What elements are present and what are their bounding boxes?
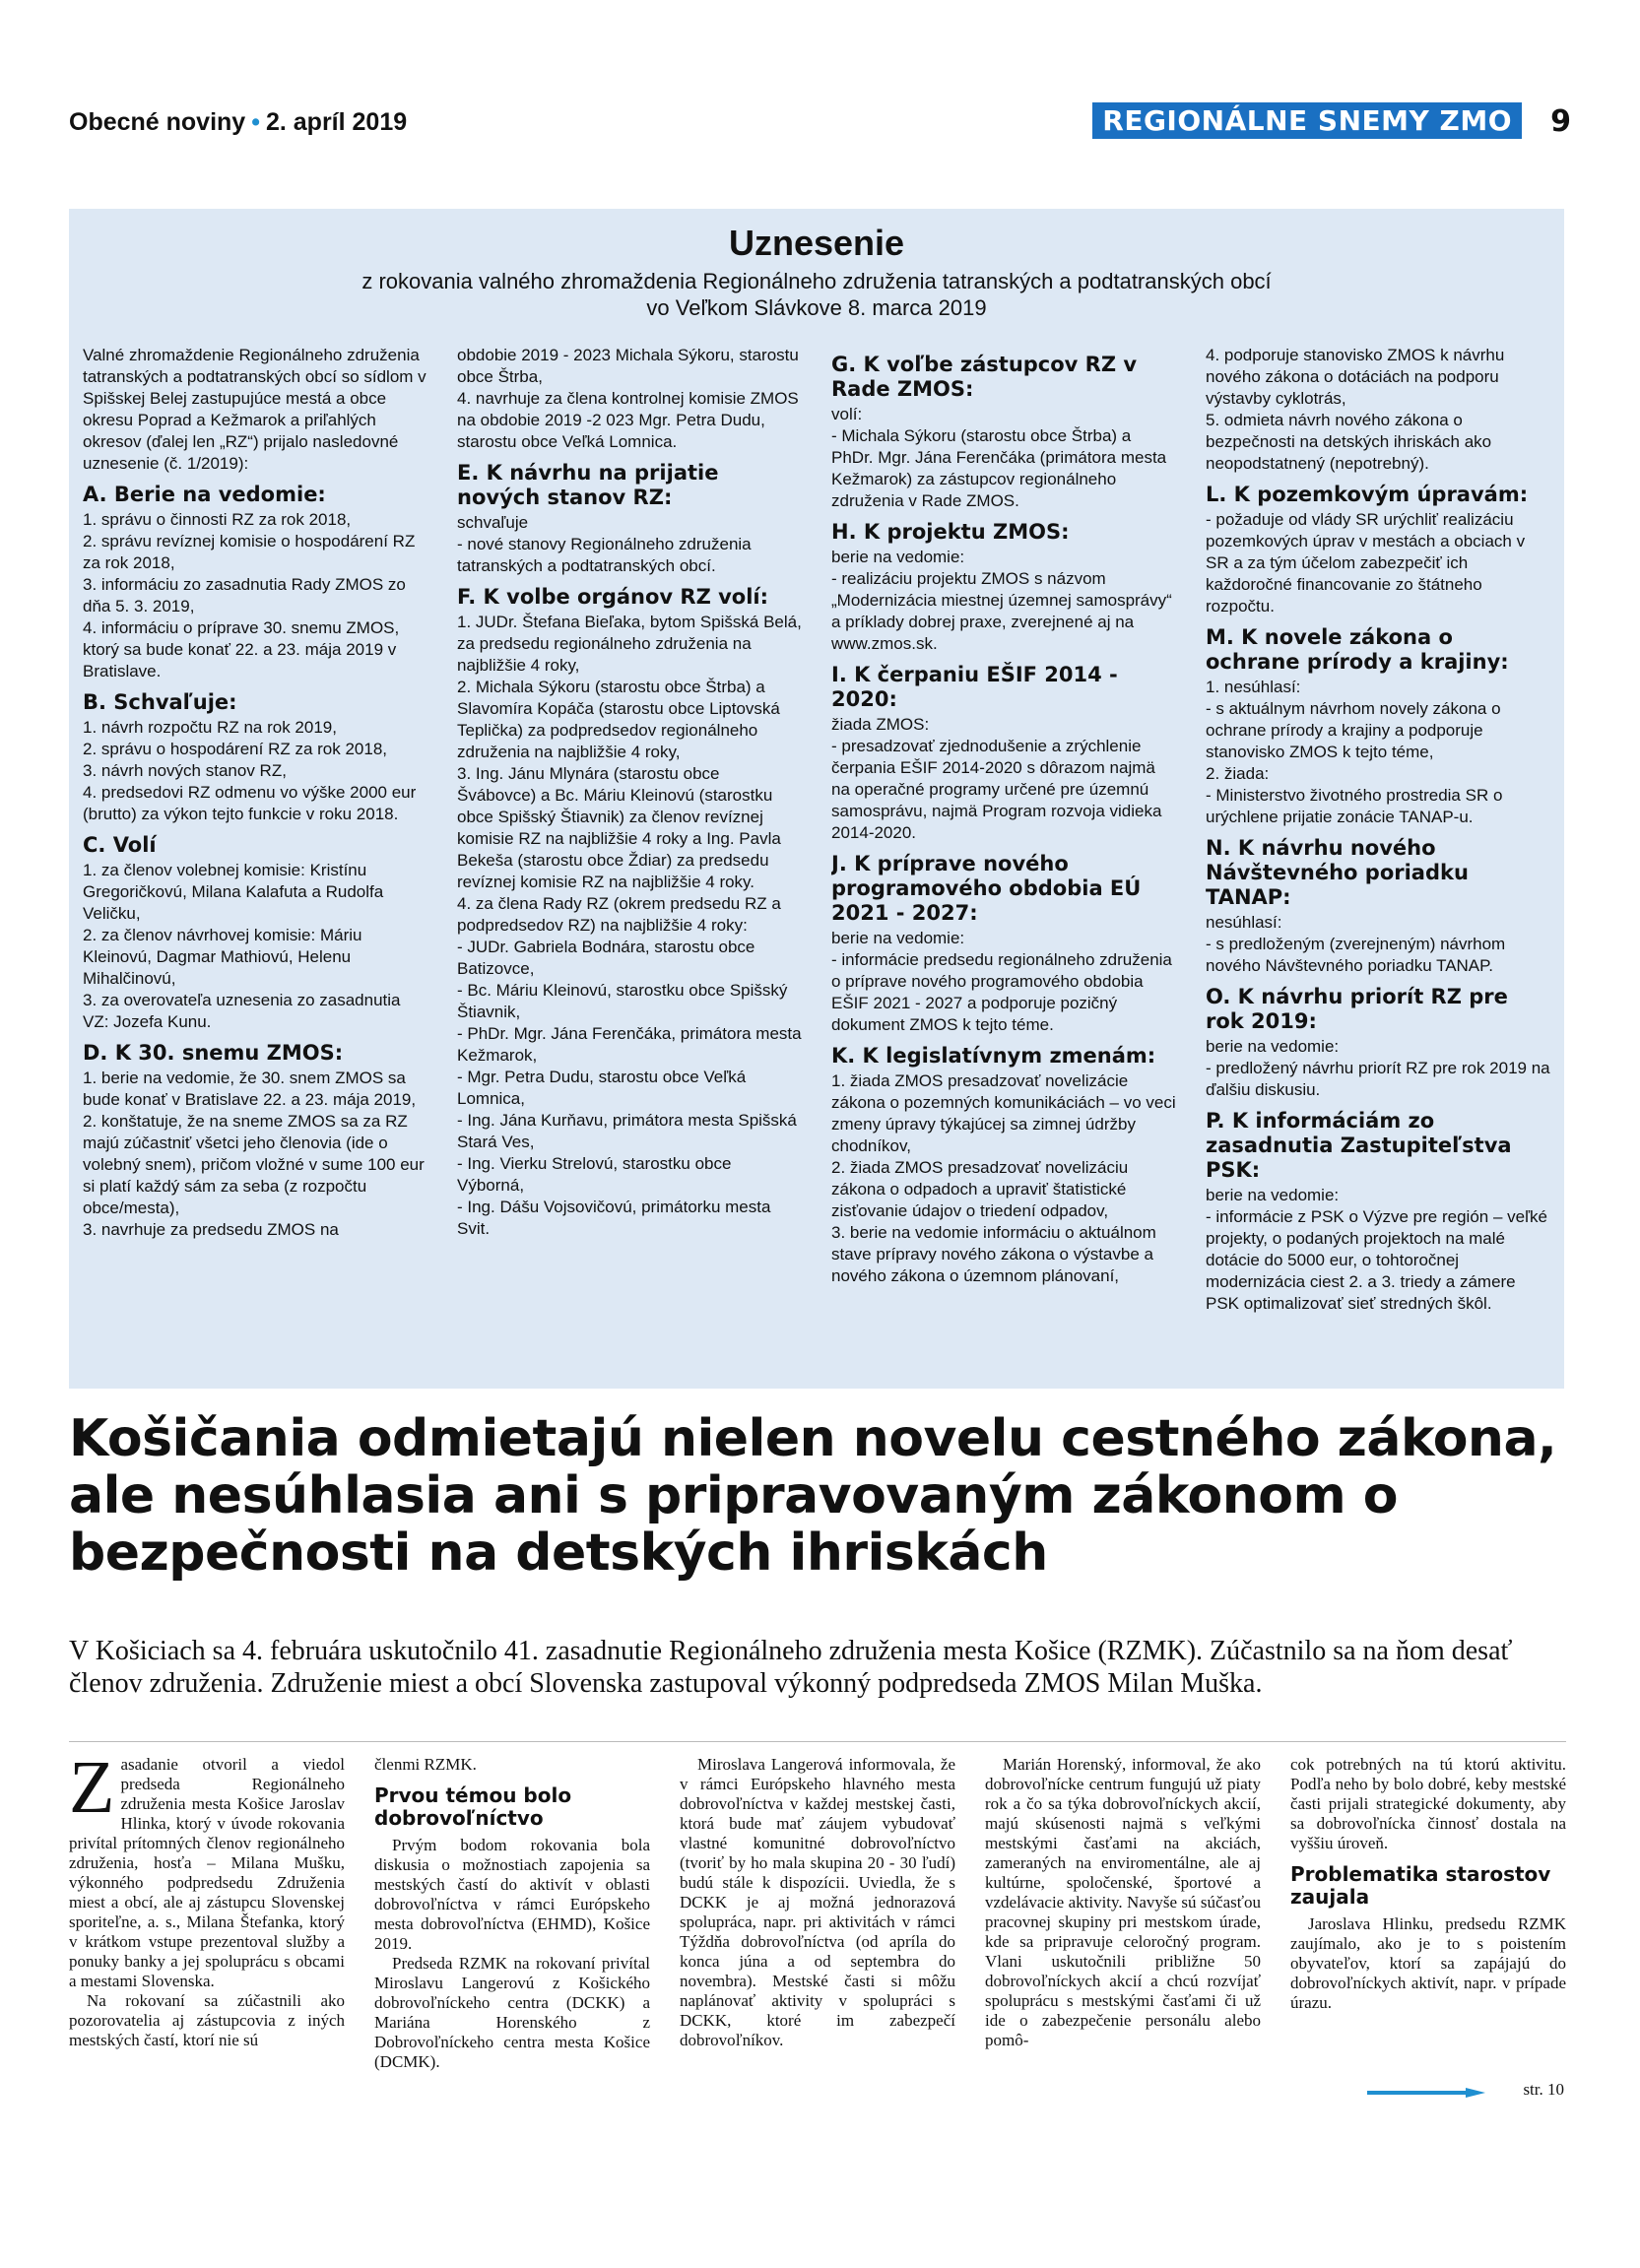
resolution-item: 2. za členov návrhovej komisie: Máriu Kleinovú, Dagmar Mathiovú, Helenu Mihalčinovú, <box>83 926 362 988</box>
resolution-item: 4. informáciu o príprave 30. snemu ZMOS, ktorý sa bude konať 22. a 23. mája 2019 v Bratislave. <box>83 618 400 680</box>
resolution-item: 3. navrhuje za predsedu ZMOS na <box>83 1220 339 1239</box>
publication-name: Obecné noviny <box>69 108 246 136</box>
article-paragraph: Prvým bodom rokovania bola diskusia o možnostiach zapojenia sa mestských častí do aktivít v oblasti dobrovoľníctva v rámci Európskeho mesta dobrovoľníctva (EHMD), Košice 2019. <box>374 1836 650 1953</box>
resolution-item: - predložený návrhu priorít RZ pre rok 2019 na ďalšiu diskusiu. <box>1206 1059 1550 1099</box>
resolution-item: 1. správu o činnosti RZ za rok 2018, <box>83 510 352 529</box>
page-number: 9 <box>1550 104 1571 139</box>
article-paragraph-text: asadanie otvoril a viedol predseda Regionálneho združenia mesta Košice Jaroslav Hlinka, ktorý v úvode rokovania privítal prítomných členov regionálneho združenia, hosťa – Milana Mušku, výkonného podpredsedu Združenia miest a obcí, ale aj zástupcu Slovenskej sporiteľne, a. s., Milana Štefanka, ktorý v krátkom vstupe prezentoval služby a ponuky banky a jej spoluprácu s obcami a mestami Slovenska. <box>69 1755 345 1990</box>
resolution-item: Valné zhromaždenie Regionálneho združenia tatranských a podtatranských obcí so sídlom v Spišskej Belej zastupujúce mestá a obce okresu Poprad a Kežmarok a priľahlých okresov (ďalej len „RZ“) prijalo nasledovné uznesenie (č. 1/2019): <box>83 346 426 473</box>
resolution-item: 1. nesúhlasí: <box>1206 678 1301 696</box>
resolution-section-heading: A. Berie na vedomie: <box>83 483 326 506</box>
resolution-item: berie na vedomie: <box>1206 1186 1340 1204</box>
resolution-column <box>457 345 802 1379</box>
resolution-item: 4. predsedovi RZ odmenu vo výške 2000 eur (brutto) za výkon tejto funkcie v roku 2018. <box>83 783 417 823</box>
resolution-item: berie na vedomie: <box>831 929 965 947</box>
continued-link[interactable] <box>1367 2078 1564 2107</box>
resolution-column <box>83 345 427 1379</box>
resolution-item: 2. žiada ZMOS presadzovať novelizáciu zákona o odpadoch a upraviť štatistické zisťovanie údajov o triedení odpadov, <box>831 1158 1129 1220</box>
resolution-section-heading: O. K návrhu priorít RZ pre rok 2019: <box>1206 985 1508 1033</box>
article-paragraph: Na rokovaní sa zúčastnili ako pozorovatelia aj zástupcovia z iných mestských častí, ktorí nie sú <box>69 1991 345 2049</box>
resolution-section-heading: C. Volí <box>83 833 157 857</box>
resolution-item: 2. správu revíznej komisie o hospodárení RZ za rok 2018, <box>83 532 416 572</box>
resolution-item: 3. informáciu zo zasadnutia Rady ZMOS zo dňa 5. 3. 2019, <box>83 575 406 616</box>
article-paragraph: Predseda RZMK na rokovaní privítal Miroslavu Langerovú z Košického dobrovoľníckeho centra (DCKK) a Mariána Horenského z Dobrovoľníckeho centra mesta Košice (DCMK). <box>374 1954 650 2071</box>
resolution-section-heading: M. K novele zákona o ochrane prírody a krajiny: <box>1206 625 1509 674</box>
article-paragraph: Miroslava Langerová informovala, že v rámci Európskeho hlavného mesta dobrovoľníctva v každej mestskej časti, ktorá bude mať záujem vybudovať vlastné komunitné dobrovoľníctvo (tvoriť by ho mala skupina 20 - 30 ľudí) budú stále k dispozícii. Uviedla, že s DCKK je aj možná jednorazová spolupráca, napr. pri aktivitách v rámci Týždňa dobrovoľníctva (od apríla do konca júna a od septembra do novembra). Mestské časti si môžu naplánovať aktivity v spolupráci s DCKK, ktoré im zabezpečí dobrovoľníkov. <box>680 1755 955 2049</box>
article-column <box>374 1755 650 2228</box>
resolution-item: 1. žiada ZMOS presadzovať novelizácie zákona o pozemných komunikáciách – vo veci zmeny úpravy týkajúcej sa zimnej údržby chodníkov, <box>831 1071 1176 1155</box>
resolution-item: - nové stanovy Regionálneho združenia tatranských a podtatranských obcí. <box>457 535 752 575</box>
resolution-subtitle-line: z rokovania valného zhromaždenia Regionálneho združenia tatranských a podtatranských obcí <box>361 269 1272 293</box>
article-column <box>1290 1755 1566 2228</box>
resolution-item: - s aktuálnym návrhom novely zákona o ochrane prírody a krajiny a podporuje stanovisko ZMOS k tejto téme, <box>1206 699 1501 761</box>
resolution-item: - Michala Sýkoru (starostu obce Štrba) a PhDr. Mgr. Jána Ferenčáka (primátora mesta Kežmarok) za zástupcov regionálneho združenia v Rade ZMOS. <box>831 426 1167 510</box>
publication-line <box>69 108 407 137</box>
resolution-item: 4. za člena Rady RZ (okrem predsedu RZ a podpredsedov RZ) na najbližšie 4 roky: <box>457 894 781 935</box>
article-subheading: Problematika starostov zaujala <box>1290 1862 1551 1909</box>
resolution-item: - Bc. Máriu Kleinovú, starostku obce Spišský Štiavnik, <box>457 981 788 1021</box>
resolution-item: - s predloženým (zverejneným) návrhom nového Návštevného poriadku TANAP. <box>1206 935 1506 975</box>
article-lead: V Košiciach sa 4. februára uskutočnilo 41. zasadnutie Regionálneho združenia mesta Košice (RZMK). Zúčastnilo sa na ňom desať členov združenia. Združenie miest a obcí Slovenska zastupoval výkonný podpredseda ZMOS Milan Muška. <box>69 1636 1513 1699</box>
resolution-section-heading: D. K 30. snemu ZMOS: <box>83 1041 344 1065</box>
resolution-column <box>1206 345 1550 1379</box>
resolution-item: - PhDr. Mgr. Jána Ferenčáka, primátora mesta Kežmarok, <box>457 1024 802 1065</box>
resolution-item: 3. berie na vedomie informáciu o aktuálnom stave prípravy nového zákona o výstavbe a nového zákona o územnom plánovaní, <box>831 1223 1156 1285</box>
article-column <box>680 1755 955 2228</box>
article-paragraph: členmi RZMK. <box>374 1755 477 1774</box>
article-body <box>69 1755 1566 2228</box>
resolution-item: - realizáciu projektu ZMOS s názvom „Modernizácia miestnej územnej samosprávy“ a príklady dobrej praxe, zverejnené aj na www.zmos.sk. <box>831 569 1172 653</box>
resolution-title: Uznesenie <box>728 223 905 263</box>
resolution-item: 5. odmieta návrh nového zákona o bezpečnosti na detských ihriskách ako neopodstatnený (nepotrebný). <box>1206 411 1492 473</box>
article-paragraph: cok potrebných na tú ktorú aktivitu. Podľa neho by bolo dobré, keby mestské časti prijali strategické dokumenty, aby sa dobrovoľnícka činnosť dostala na vyššiu úroveň. <box>1290 1755 1566 1852</box>
resolution-box <box>69 209 1564 1389</box>
arrow-right-icon <box>1367 2088 1485 2098</box>
article-paragraph: Jaroslava Hlinku, predsedu RZMK zaujímalo, ako je to s poistením obyvateľov, ktorí sa zapájajú do dobrovoľníckych aktivít, napr. v prípade úrazu. <box>1290 1914 1566 2012</box>
resolution-item: 4. podporuje stanovisko ZMOS k návrhu nového zákona o dotáciách na podporu výstavby cyklotrás, <box>1206 346 1505 408</box>
resolution-item: - Ing. Vierku Strelovú, starostku obce Výborná, <box>457 1154 732 1195</box>
resolution-item: - informácie predsedu regionálneho združenia o príprave nového programového obdobia EŠIF 2021 - 2027 a podporuje pozičný dokument ZMOS k tejto téme. <box>831 950 1172 1034</box>
resolution-subtitle <box>69 268 1564 321</box>
resolution-item: 1. za členov volebnej komisie: Kristínu Gregoričkovú, Milana Kalafuta a Rudolfa Veličku, <box>83 861 384 923</box>
page-header <box>69 102 1571 142</box>
resolution-section-heading: H. K projektu ZMOS: <box>831 520 1070 544</box>
resolution-item: 3. Ing. Jánu Mlynára (starostu obce Švábovce) a Bc. Máriu Kleinovú (starostku obce Spišský Štiavnik) za členov revíznej komisie RZ na najbližšie 4 roky a Ing. Pavla Bekeša (starostu obce Ždiar) za predsedu revíznej komisie RZ na najbližšie 4 roky. <box>457 764 781 891</box>
resolution-item: 2. žiada: <box>1206 764 1270 783</box>
article-column <box>69 1755 345 2228</box>
section-label: REGIONÁLNE SNEMY ZMO <box>1092 102 1522 139</box>
resolution-section-heading: F. K volbe orgánov RZ volí: <box>457 585 769 609</box>
resolution-item: - Ing. Jána Kurňavu, primátora mesta Spišská Stará Ves, <box>457 1111 797 1151</box>
article-column <box>985 1755 1261 2228</box>
resolution-item: - presadzovať zjednodušenie a zrýchlenie čerpania EŠIF 2014-2020 s dôrazom najmä na operačné programy určené pre územnú samosprávu, najmä Program rozvoja vidieka 2014-2020. <box>831 737 1162 842</box>
resolution-item: nesúhlasí: <box>1206 913 1282 932</box>
resolution-item: schvaľuje <box>457 513 529 532</box>
resolution-item: 2. konštatuje, že na sneme ZMOS sa za RZ majú zúčastniť všetci jeho členovia (ide o volebný snem), pričom vložné v sume 100 eur si platí každý sám za seba (z rozpočtu obce/mesta), <box>83 1112 425 1217</box>
drop-cap: Z <box>69 1755 115 1829</box>
resolution-section-heading: P. K informáciám zo zasadnutia Zastupiteľstva PSK: <box>1206 1109 1512 1182</box>
resolution-item: 2. Michala Sýkoru (starostu obce Štrba) a Slavomíra Kopáča (starostu obce Liptovská Teplička) za podpredsedov regionálneho združenia na najbližšie 4 roky, <box>457 678 780 761</box>
resolution-section-heading: L. K pozemkovým úpravám: <box>1206 483 1529 506</box>
resolution-item: - Ministerstvo životného prostredia SR o urýchlene prijatie zonácie TANAP-u. <box>1206 786 1503 826</box>
issue-date: 2. apríl 2019 <box>265 108 408 136</box>
resolution-section-heading: J. K príprave nového programového obdobia EÚ 2021 - 2027: <box>831 852 1142 925</box>
resolution-column <box>831 345 1176 1379</box>
continued-page-label: str. 10 <box>1523 2080 1564 2099</box>
resolution-item: berie na vedomie: <box>831 548 965 566</box>
resolution-section-heading: N. K návrhu nového Návštevného poriadku TANAP: <box>1206 836 1469 909</box>
article-subheading: Prvou témou bolo dobrovoľníctvo <box>374 1783 572 1830</box>
resolution-section-heading: I. K čerpaniu EŠIF 2014 - 2020: <box>831 663 1118 711</box>
bullet-separator: • <box>251 108 260 136</box>
resolution-item: 3. za overovateľa uznesenia zo zasadnutia VZ: Jozefa Kunu. <box>83 991 401 1031</box>
resolution-item: žiada ZMOS: <box>831 715 930 734</box>
resolution-item: - Mgr. Petra Dudu, starostu obce Veľká Lomnica, <box>457 1068 747 1108</box>
resolution-item: 1. berie na vedomie, že 30. snem ZMOS sa bude konať v Bratislave 22. a 23. mája 2019, <box>83 1069 417 1109</box>
article-paragraph: Marián Horenský, informoval, že ako dobrovoľnícke centrum fungujú už piaty rok a čo sa týka dobrovoľníckych akcií, majú skúsenosti najmä s veľkými mestskými časťami na akciách, zameraných na enviromentálne, ale aj kultúrne, spoločenské, športové a vzdelávacie aktivity. Navyše sú súčasťou pracovnej skupiny pri mestskom úrade, kde sa pripravuje celoročný program. Vlani uskutočnili približne 50 dobrovoľníckych akcií a chcú rozvíjať spoluprácu s mestskými časťami či už ide o zabezpečenie personálu alebo pomô- <box>985 1755 1261 2049</box>
resolution-item: - Ing. Dášu Vojsovičovú, primátorku mesta Svit. <box>457 1198 771 1238</box>
resolution-item: 2. správu o hospodárení RZ za rok 2018, <box>83 740 388 758</box>
resolution-item: 1. JUDr. Štefana Bieľaka, bytom Spišská Belá, za predsedu regionálneho združenia na najbližšie 4 roky, <box>457 613 802 675</box>
article-paragraph <box>69 1755 345 1991</box>
resolution-item: - JUDr. Gabriela Bodnára, starostu obce Batizovce, <box>457 938 755 978</box>
resolution-item: 1. návrh rozpočtu RZ na rok 2019, <box>83 718 337 737</box>
resolution-item: - požaduje od vlády SR urýchliť realizáciu pozemkových úprav v mestách a obciach v SR a za tým účelom zabezpečiť ich každoročné financovanie zo štátneho rozpočtu. <box>1206 510 1526 616</box>
resolution-item: volí: <box>831 405 863 423</box>
divider <box>69 1741 1566 1742</box>
resolution-subtitle-line: vo Veľkom Slávkove 8. marca 2019 <box>646 295 987 320</box>
resolution-section-heading: E. K návrhu na prijatie nových stanov RZ: <box>457 461 719 509</box>
resolution-item: 4. navrhuje za člena kontrolnej komisie ZMOS na obdobie 2019 -2 023 Mgr. Petra Dudu, starostu obce Veľká Lomnica. <box>457 389 799 451</box>
resolution-item: 3. návrh nových stanov RZ, <box>83 761 287 780</box>
resolution-section-heading: B. Schvaľuje: <box>83 690 237 714</box>
resolution-item: berie na vedomie: <box>1206 1037 1340 1056</box>
resolution-section-heading: K. K legislatívnym zmenám: <box>831 1044 1156 1068</box>
resolution-item: obdobie 2019 - 2023 Michala Sýkoru, starostu obce Štrba, <box>457 346 799 386</box>
resolution-item: - informácie z PSK o Výzve pre región – veľké projekty, o podaných projektoch na malé dotácie do 5000 eur, o tohtoročnej modernizácia ciest 2. a 3. triedy a zámere PSK optimalizovať sieť stredných škôl. <box>1206 1207 1547 1313</box>
resolution-columns <box>83 345 1550 1379</box>
resolution-section-heading: G. K voľbe zástupcov RZ v Rade ZMOS: <box>831 353 1138 401</box>
article-headline: Košičania odmietajú nielen novelu cestného zákona, ale nesúhlasia ani s pripravovaným zákonom o bezpečnosti na detských ihriskách <box>69 1409 1557 1583</box>
